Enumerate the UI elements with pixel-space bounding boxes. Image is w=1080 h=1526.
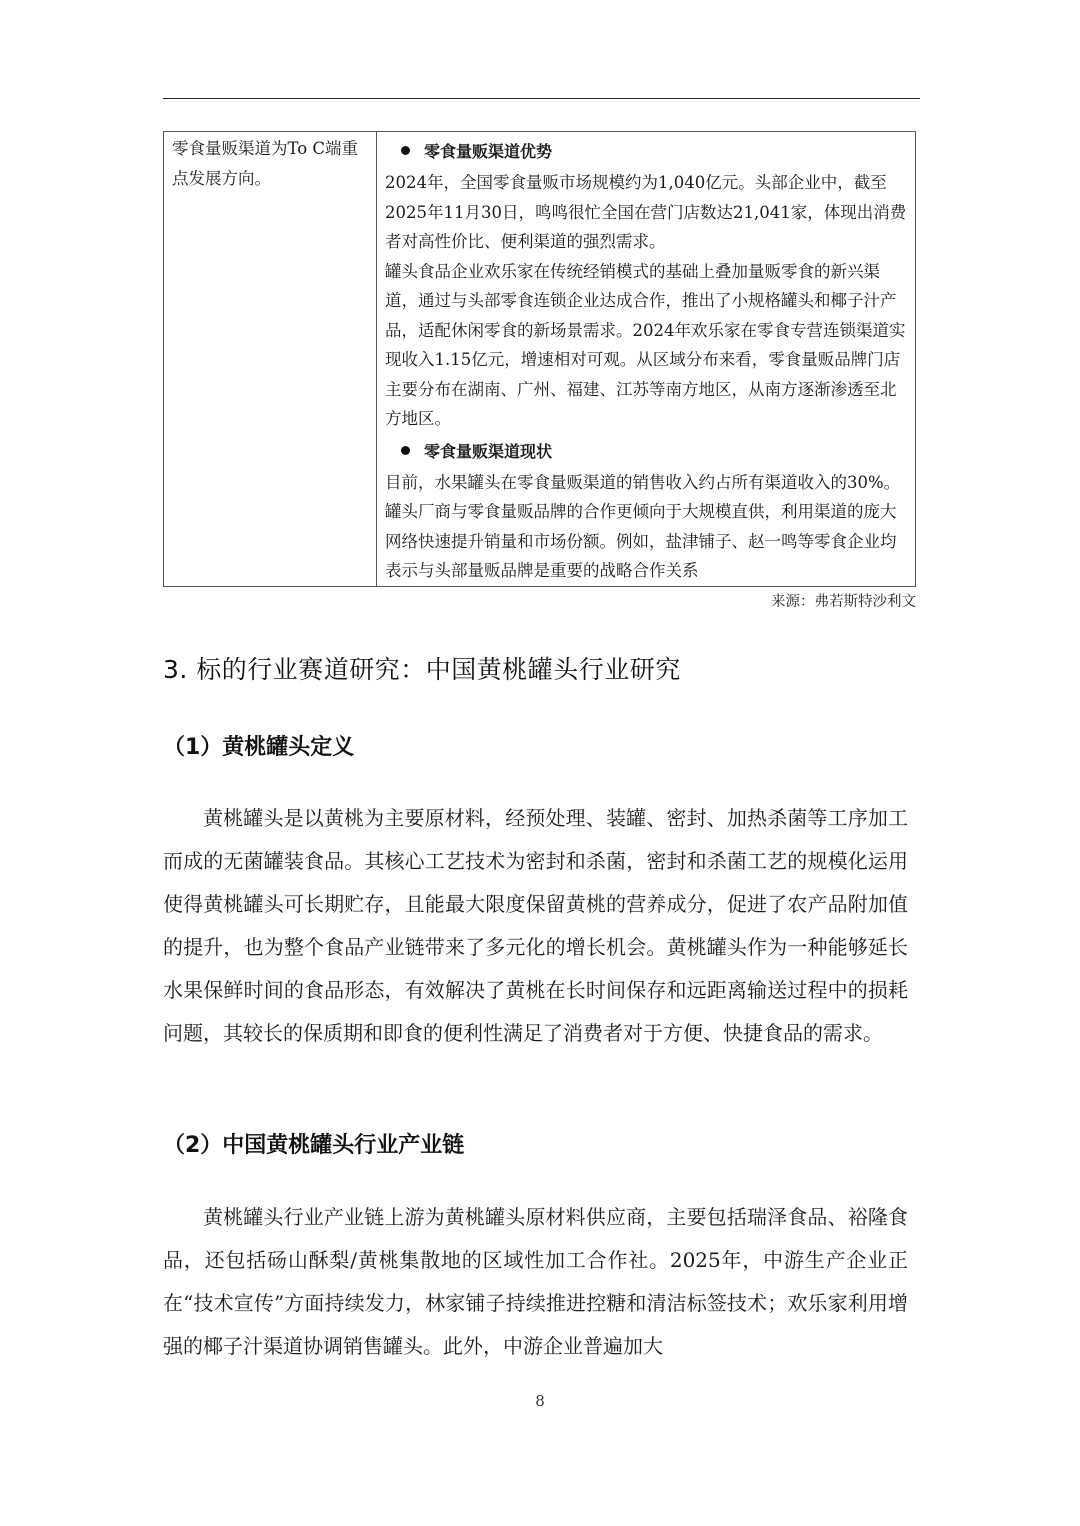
definition-paragraph: 黄桃罐头是以黄桃为主要原材料，经预处理、装罐、密封、加热杀菌等工序加工而成的无菌罐装食品。其核心工艺技术为密封和杀菌，密封和杀菌工艺的规模化运用使得黄桃罐头可长期贮存，且能最大限度保留黄桃的营养成分，促进了农产品附加值的提升，也为整个食品产业链带来了多元化的增长机会。黄桃罐头作为一种能够延长水果保鲜时间的食品形态，有效解决了黄桃在长时间保存和远距离输送过程中的损耗问题，其较长的保质期和即食的便利性满足了消费者对于方便、快捷食品的需求。: [163, 806, 908, 1045]
table-right-cell: [377, 132, 916, 587]
page-number: 8: [535, 1392, 545, 1410]
source-note: 来源：弗若斯特沙利文: [771, 594, 916, 610]
section-heading: 3. 标的行业赛道研究：中国黄桃罐头行业研究: [163, 655, 681, 684]
industry-chain-paragraph: 黄桃罐头行业产业链上游为黄桃罐头原材料供应商，主要包括瑞泽食品、裕隆食品，还包括砀山酥梨/黄桃集散地的区域性加工合作社。2025年，中游生产企业正在“技术宣传”方面持续发力，林家铺子持续推进控糖和清洁标签技术；欢乐家利用增强的椰子汁渠道协调销售罐头。此外，中游企业普遍加大: [163, 1205, 908, 1358]
bullet-heading-advantage: 零食量贩渠道优势: [385, 138, 907, 166]
header-rule: [163, 98, 920, 99]
bullet-dot-icon: [401, 446, 410, 455]
table-left-cell: 零食量贩渠道为To C端重点发展方向。: [164, 132, 377, 587]
advantage-paragraph-1: 2024年，全国零食量贩市场规模约为1,040亿元。头部企业中，截至2025年11月30日，鸣鸣很忙全国在营门店数达21,041家，体现出消费者对高性价比、便利渠道的强烈需求。: [385, 173, 907, 251]
bullet-dot-icon: [401, 146, 410, 155]
bullet-heading-status: 零食量贩渠道现状: [385, 438, 907, 466]
advantage-paragraph-2: 罐头食品企业欢乐家在传统经销模式的基础上叠加量贩零食的新兴渠道，通过与头部零食连锁企业达成合作，推出了小规格罐头和椰子汁产品，适配休闲零食的新场景需求。2024年欢乐家在零食专营连锁渠道实现收入1.15亿元，增速相对可观。从区域分布来看，零食量贩品牌门店主要分布在湖南、广州、福建、江苏等南方地区，从南方逐渐渗透至北方地区。: [385, 261, 906, 428]
subheading-industry-chain: （2）中国黄桃罐头行业产业链: [163, 1133, 465, 1158]
status-paragraph: 目前，水果罐头在零食量贩渠道的销售收入约占所有渠道收入的30%。罐头厂商与零食量贩品牌的合作更倾向于大规模直供，利用渠道的庞大网络快速提升销量和市场份额。例如，盐津铺子、赵一鸣等零食企业均表示与头部量贩品牌是重要的战略合作关系: [385, 472, 901, 580]
info-table: [163, 131, 916, 587]
subheading-definition: （1）黄桃罐头定义: [163, 735, 355, 760]
